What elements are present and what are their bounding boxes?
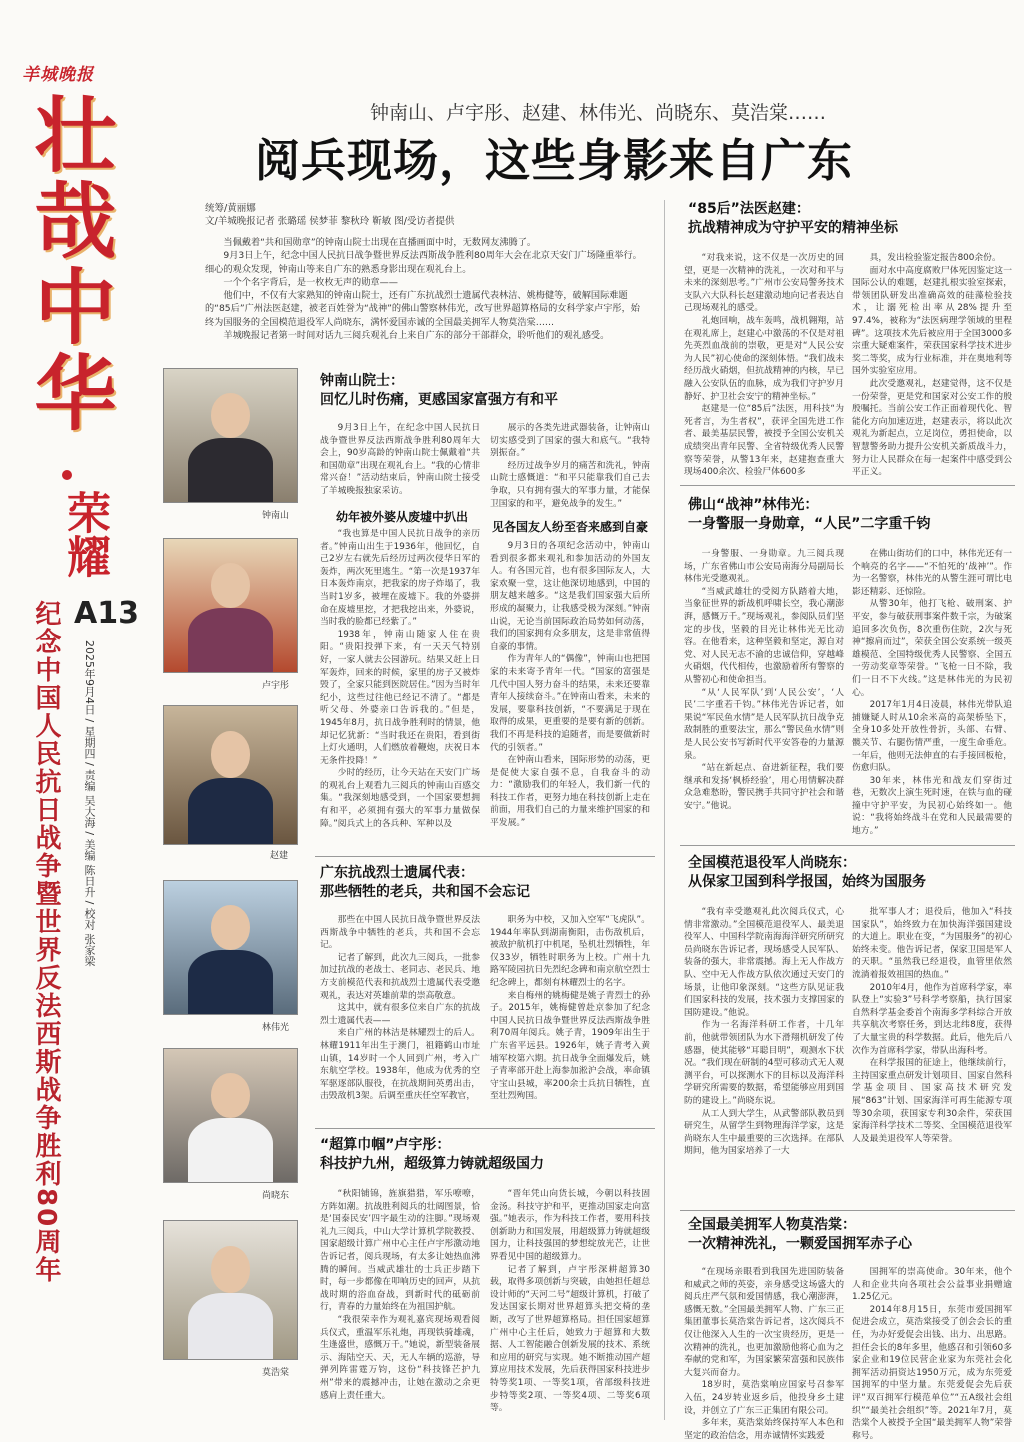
article-paragraph: “从‘人民军队’到‘人民公安’，‘人民’二字重若千钧。”林伟光告诉记者，如果说“军民鱼水情”是人民军队抗日战争克敌制胜的重要法宝，那么“警民鱼水情”则是人民公安书写新时代平安答卷的力量源泉。 [684, 687, 844, 761]
article-column [490, 914, 650, 1124]
section-divider [680, 1210, 1015, 1211]
subheading: 幼年被外婆从废墟中扒出 [336, 510, 469, 524]
title-dot [62, 470, 72, 480]
article-paragraph: “在现场亲眼看到我国先进国防装备和威武之师的英姿，亲身感受这场盛大的阅兵庄严气氛和爱国情感，我心潮澎湃，感慨无数。”全国最美拥军人物、广东三正集团董事长莫浩棠告诉记者，这次阅兵不仅让他深入人生的一次宝贵经历，更是一次精神的洗礼，也更加激励他将心血为之奉献的党和军，为国家繁荣富强和民族伟大复兴而奋力。 [684, 1267, 844, 1378]
byline-line: 文/羊城晚报记者 张璐瑶 侯梦菲 黎秋玲 靳敏 图/受访者提供 [205, 216, 455, 227]
intro-paragraph: 9月3日上午，纪念中国人民抗日战争暨世界反法西斯战争胜利80周年大会在北京天安门广场隆重举行。细心的观众发现，钟南山等来自广东的熟悉身影出现在观礼台上。 [205, 250, 642, 275]
article-column [684, 548, 844, 838]
article-paragraph: 具，发出检验鉴定报告800余份。 [869, 253, 1001, 263]
photo-zhong [163, 368, 298, 503]
section-title-line: 佛山“战神”林伟光： [688, 497, 819, 513]
article-paragraph: 9月3日的各项纪念活动中，钟南山看到很多都来观礼和参加活动的外国友人。有各国元首，也有很多国际友人，大家欢聚一堂，这让他深切地感到，中国的朋友越来越多。“这是我们国家强大后所形成的凝聚力，让我感受极为深刻。”钟南山说，无论当前国际政治局势如何动荡，我们的国家拥有众多朋友，这是非常值得自豪的事情。 [490, 541, 650, 652]
article-paragraph: “我也算是中国人民抗日战争的亲历者。”钟南山出生于1936年，他回忆，自己2岁左右就先后经历过两次侵华日军的轰炸，两次死里逃生。“第一次是1937年日本轰炸南京，把我家的房子炸塌了，我当时1岁多，被埋在废墟下。我的外婆拼命在废墟里挖，才把我挖出来，外婆说，当时我的脸都已经紫了。” [320, 529, 480, 628]
article-paragraph: 经历过战争岁月的痛苦和洗礼，钟南山院士感慨道：“和平只能靠我们自己去争取，只有拥有强大的军事力量，才能保卫国家的和平，避免战争的发生。” [490, 460, 650, 509]
article-column [684, 1266, 844, 1441]
portrait-face [211, 393, 251, 438]
section-divider [680, 485, 1015, 486]
article-paragraph: 从警30年，他打飞枪、破刑案、护平安，参与破获刑事案件数千宗，为破案追回多次负伤，8次重伤住院，2次与死神“擦肩而过”，荣获全国公安系统一级英雄模范、全国特级优秀人民警察、全国五一劳动奖章等荣誉。“飞枪一日不除，我们一日不下火线。”这是林伟光的为民初心。 [852, 599, 1012, 698]
section-divider [680, 845, 1015, 846]
photo-caption: 赵建 [270, 851, 289, 861]
article-column [852, 548, 1012, 838]
article-column [320, 528, 480, 848]
article-column [320, 422, 480, 508]
photo-lin [163, 880, 298, 1015]
article-paragraph: 在佛山街坊们的口中，林伟光还有一个响亮的名字——“不怕死的‘战神’”。作为一名警察，林伟光的从警生涯可谓比电影还精彩、还惊险。 [852, 549, 1012, 597]
article-paragraph: 一身警服、一身勋章。九三阅兵现场，广东省佛山市公安局南海分局副局长林伟光受邀观礼。 [684, 549, 844, 585]
section-title-line: 广东抗战烈士遗属代表： [320, 865, 474, 881]
article-paragraph: 那些在中国人民抗日战争暨世界反法西斯战争中牺牲的老兵，共和国不会忘记。 [320, 915, 480, 951]
article-paragraph: 作为青年人的“偶像”，钟南山也把国家的未来寄予青年一代。“国家的富强是几代中国人努力奋斗的结果，未来还要靠青年人接续奋斗。”在钟南山看来，未来的发展，要靠科技创新，“不要满足于现在取得的成果，更重要的是要有新的创新。我们不再是科技的追随者，而是要做新时代的引领者。” [490, 654, 650, 753]
section-title-martyr [320, 864, 530, 902]
subheading: 见各国友人纷至沓来感到自豪 [492, 520, 649, 534]
portrait-face [211, 731, 251, 778]
article-paragraph: 9月3日上午，在纪念中国人民抗日战争暨世界反法西斯战争胜利80周年大会上，90岁高龄的钟南山院士佩戴着“共和国勋章”出现在观礼台上。“我的心情非常兴奋！”活动结束后，钟南山院士接受了羊城晚报独家采访。 [320, 423, 480, 496]
vertical-main-title: 壮哉中华 [21, 92, 116, 436]
photo-mo [163, 1220, 298, 1360]
article-paragraph: 来自广州的林洁是林耀烈士的后人。林耀1911年出生于澳门，祖籍鹤山市址山镇，14岁时一个人回到广州，考入广东航空学校。1938年，他成为优秀的空军驱逐部队服役，在抗战期间英勇出击，击毁敌机3架。后调至重庆任空军教官， [320, 1028, 480, 1102]
photo-caption: 钟南山 [262, 511, 290, 521]
article-column [490, 422, 650, 514]
article-paragraph: “晋年凭山向货长城，今朝以科技固金汤。科技守护和平，更推动国家走向富强。”她表示，作为科技工作者，要用科技创新助力和国发展，用超级算力铸就超级国力，让科技强国的梦想绽放光芒，让世界看见中国的超级算力。 [490, 1189, 650, 1262]
portrait-body [188, 438, 273, 502]
article-paragraph: 赵建是一位“85后”法医，用科技“为死者言，为生者权”，获评全国先进工作者、最美基层民警，被授予全国公安机关成绩突出青年民警、全省特级优秀人民警察等荣誉，从警13年来，赵建抱查重大现场400余次、检验尸体600多 [684, 404, 844, 478]
article-paragraph: 展示的各类先进武器装备，让钟南山切实感受到了国家的强大和底气。“我特别振奋。” [490, 423, 650, 459]
intro [205, 236, 645, 342]
article-paragraph: 国拥军的崇高使命。30年来，他个人和企业共向各项社会公益事业捐赠逾1.25亿元。 [852, 1267, 1012, 1303]
article-column [684, 906, 844, 1204]
photo-caption: 卢宇彤 [262, 681, 290, 691]
photo-caption: 尚晓东 [262, 1191, 290, 1201]
article-paragraph: 30年来，林伟光和战友们穿街过巷，无数次上演生死时速，在铁与血的碰撞中守护平安，为民初心始终如一。他说：“我将始终战斗在党和人民最需要的地方。” [852, 775, 1012, 837]
photo-shang [163, 1048, 298, 1183]
section-title-line: 全国模范退役军人尚晓东： [688, 855, 856, 871]
section-title-lin [688, 496, 930, 534]
article-paragraph: 少时的经历，让今天站在天安门广场的观礼台上观看九三阅兵的钟南山百感交集。“我深刻地感受到，一个国家要想拥有和平，必须拥有强大的军事力量做保障。”阅兵式上的各兵种、军种以及 [320, 768, 480, 829]
vertical-title [18, 92, 118, 487]
section-divider [315, 856, 655, 857]
section-title-lu [320, 1136, 544, 1174]
masthead-logo: 羊城晚报 [22, 65, 94, 85]
article-paragraph: 1938年，钟南山随家人住在贵阳。“贵阳投弹下来，有一天天气特别好，一家人就去公园游玩。结果又赶上日军轰炸，回来的时候，家里的房子又被炸毁了，全家只能到医院居住。”因为当时年纪小，这些过往他已经记不清了。“都是听父母、外婆亲口告诉我的。”但是，1945年8月，抗日战争胜利时的情景，他却记忆犹新：“当时我还在贵阳，看到街上灯火通明，人们燃放着鞭炮，庆祝日本无条件投降！” [320, 629, 480, 766]
section-title-line: 钟南山院士： [320, 373, 404, 389]
portrait-face [211, 1073, 251, 1118]
vertical-theme: 纪念中国人民抗日战争暨世界反法西斯战争胜利80周年 [31, 600, 61, 1285]
article-column [684, 252, 844, 477]
article-paragraph: “我有幸受邀观礼此次阅兵仪式，心情非常激动。”全国模范退役军人、最美退役军人、中国科学院南海海洋研究所研究员尚晓东告诉记者，现场感受人民军队、装备的强大，非常震撼。海上无人作战方队、空中无人作战方队依次通过天安门的场景，让他印象深刻。“这些方队见证我们国家科技的发展，技术强力支撑国家的国防建设。”他说。 [684, 907, 844, 1018]
page-number: A13 [74, 596, 139, 631]
section-title-line: 一次精神洗礼，一颗爱国拥军赤子心 [688, 1236, 912, 1252]
article-paragraph: 2017年1月4日凌晨，林伟光带队追捕嫌疑人时从10余米高的高架桥坠下，全身10多处开放性骨折，头部、右臂、髋关节、右腿伤情严重，一度生命垂危。一年后，他则无法伸直的右手接回板枪，伤愈归队。 [852, 700, 1012, 774]
article-column [320, 914, 480, 1124]
portrait-body [188, 778, 273, 844]
photo-zhao [163, 705, 298, 845]
article-paragraph: 面对水中高度腐败尸体死因鉴定这一国际公认的难题，赵建扎根实验室探索，带领团队研发出准确高效的硅藻检验技术，让溺死检出率从28%提升至97.4%，被称为“法医病理学领域的里程碑”。这项技术先后被应用于全国3000多宗重大疑难案件，荣获国家科学技术进步奖二等奖，成为行业标准，并在奥地利等国外实验室应用。 [852, 265, 1012, 377]
section-title-line: 一身警服一身勋章，“人民”二字重千钧 [688, 516, 931, 532]
vertical-subtitle: 荣耀 [59, 490, 110, 578]
article-paragraph: 2014年8月15日，东莞市爱国拥军促进会成立，莫浩棠接受了创会会长的重任，为办好爱促会出钱、出力、出思路。担任会长的8年多里，他感召和引领60多家企业和19位民营企业家为东莞社会化拥军活动捐资达1950万元，成为东莞爱国拥军的中坚力量。东莞爱促会先后获评“双百拥军行模范单位”“五A级社会组织”“最美社会组织”等。2021年7月，莫浩棠个人被授予全国“最美拥军人物”荣誉称号。 [852, 1304, 1012, 1441]
article-paragraph: “站在新起点、奋进新征程，我们要继承和发扬‘枫桥经验’，用心用情解决群众急难愁盼，警民携手共同守护社会和谐安宁。”他说。 [684, 763, 844, 811]
article-paragraph: 这其中，就有很多位来自广东的抗战烈士遗属代表—— [320, 1003, 480, 1026]
section-divider [315, 1128, 655, 1129]
byline-line: 统筹/黄丽娜 [205, 203, 256, 214]
article-column [320, 1188, 480, 1428]
article-column [852, 252, 1012, 477]
article-paragraph: 作为一名海洋科研工作者，十几年前，他就带领团队为水下滑翔机研发了传感器，使其能够“耳聪目明”，观测水下状况。“我们现在研制的4型可移动式无人观测平台，可以探测水下的目标以及海洋科学研究所需要的数据，希望能够应用到国防的建设上。”尚晓东说。 [684, 1020, 844, 1106]
section-title-zhong [320, 372, 558, 410]
photo-caption: 莫浩棠 [262, 1368, 290, 1378]
portrait-body [188, 608, 273, 672]
article-column [490, 1188, 650, 1428]
portrait-body [188, 950, 273, 1014]
section-title-line: “85后”法医赵建： [688, 201, 810, 217]
photo-caption: 林伟光 [262, 1023, 290, 1033]
portrait-body [188, 1293, 273, 1359]
article-paragraph: “我很荣幸作为观礼嘉宾现场观看阅兵仪式，重温军乐礼炮，再现铁骑雄魂，生逢盛世，感慨万千。”她说，新型装备展示、海陆空天、天，无人车辆的巡游，导弹列阵雷霆万钧，这份“科技锋芒护九州”带来的震撼冲击，让她在激动之余更感肩上责任重大。 [320, 1314, 480, 1401]
portrait-face [211, 1246, 251, 1293]
article-paragraph: “秋阳铺锦，旌旗猎猎，军乐嘹嘹，方阵如潮。抗战胜利阅兵的壮阔图景，恰是‘国泰民安’四字最生动的注脚。”现场观礼九三阅兵，中山大学计算机学院教授、国家超级计算广州中心主任卢宇彤激动地告诉记者，阅兵现场，有太多让她热血沸腾的瞬间。当威武雄壮的士兵正步踏下时，每一步都像在叩响历史的回声，从抗战时期的浴血奋战，到新时代的砥砺前行，青春的力量始终在为祖国护航。 [320, 1189, 480, 1313]
deck: 钟南山、卢宇彤、赵建、林伟光、尚晓东、莫浩棠…… [370, 102, 827, 124]
article-paragraph: 多年来，莫浩棠始终保持军人本色和坚定的政治信念，用赤诚情怀实践爱 [684, 1418, 844, 1441]
intro-paragraph: 当佩戴着“共和国勋章”的钟南山院士出现在直播画面中时，无数网友沸腾了。 [223, 237, 537, 248]
article-column [852, 1266, 1012, 1441]
page-meta: 2025年9月4日 / 星期四 / 责编 吴大海 / 美编 陈日升 / 校对 张家梁 [83, 640, 96, 967]
section-title-line: “超算巾帼”卢宇彤： [320, 1137, 451, 1153]
article-column [852, 906, 1012, 1204]
article-paragraph: 此次受邀观礼，赵建觉得，这不仅是一份荣誉，更是党和国家对公安工作的殷殷嘱托。当前公安工作正面着现代化、智能化方向加速迈进，赵建表示，将以此次观礼为新起点，立足岗位，勇担使命，以智慧警务助力提升公安机关新质战斗力，努力让人民群众在每一起案件中感受到公平正义。 [852, 378, 1012, 478]
section-title-mo [688, 1216, 912, 1254]
portrait-face [211, 563, 251, 608]
column-divider [664, 200, 665, 1420]
article-paragraph: 记者了解到，此次九三阅兵，一批参加过抗战的老战士、老同志、老民兵、地方支前模范代表和抗战烈士遗属代表受邀观礼，表达对英雄前辈的崇高敬意。 [320, 952, 480, 1001]
article-paragraph: “对我来说，这不仅是一次历史的回望，更是一次精神的洗礼，一次对和平与未来的深刻思考。”广州市公安局警务技术支队六大队科长赵建激动地向记者表达自己现场观礼的感受。 [684, 253, 844, 314]
article-paragraph: 在钟南山看来，国际形势的动荡，更是促使大家自强不息，自我奋斗的动力：“激励我们的年轻人，我们新一代的科技工作者，更努力地在科技创新上走在前面，用我们自己的力量来维护国家的和平发展。” [490, 755, 650, 829]
section-title-zhao [688, 200, 898, 238]
byline [205, 202, 455, 228]
article-paragraph: “当威武雄壮的受阅方队踏着大地，当象征世界的新战机呼啸长空，我心潮澎湃，感慨万千。”现场观礼，参阅队员们坚定的步伐，坚毅的目光让林伟光无比动容。在他看来，这种坚毅和坚定，源自对党、对人民无志不渝的忠诚信仰，穿越峰火硝烟，代代相传，也激励着所有警察的从警初心和使命担当。 [684, 586, 844, 685]
section-title-line: 那些牺牲的老兵，共和国不会忘记 [320, 884, 530, 900]
headline: 阅兵现场，这些身影来自广东 [255, 134, 854, 187]
intro-paragraph: 羊城晚报记者第一时间对话九三阅兵观礼台上来自广东的部分干部群众，聆听他们的观礼感受。 [223, 330, 610, 342]
section-title-line: 回忆儿时伤痛，更感国家富强方有和平 [320, 392, 558, 408]
article-paragraph: 18岁时，莫浩棠响应国家号召参军入伍，24岁转业返乡后，他投身乡土建设，并创立了广东三正集团有限公司。 [684, 1380, 844, 1416]
section-title-line: 科技护九州，超级算力铸就超级国力 [320, 1156, 544, 1172]
article-paragraph: 2010年4月，他作为首席科学家，率队登上“实验3”号科学考察船，执行国家自然科学基金委首个南海多学科综合开放共享航次考察任务，到达北纬8度，获得了大量宝贵的科学数据。此后，他先后八次作为首席科学家，带队出海科考。 [852, 982, 1012, 1056]
article-column [490, 540, 650, 848]
portrait-body [188, 1118, 273, 1182]
section-title-line: 全国最美拥军人物莫浩棠： [688, 1217, 856, 1233]
article-paragraph: 从工人到大学生，从武警部队教员到研究生，从留学生到物理海洋学家，这是尚晓东人生中最重要的三次选择。在部队期间，他为国家培养了一大 [684, 1108, 844, 1157]
photo-lu [163, 538, 298, 673]
intro-paragraph: 他们中，不仅有大家熟知的钟南山院士，还有广东抗战烈士遗属代表林洁、姚梅健等，破解国际难题的“85后”广州法医赵建，被老百姓誉为“战神”的佛山警察林伟光，改写世界超算格局的女科学家卢宇彤，始终为国服务的全国模范退役军人尚晓东，满怀爱国赤诚的全国最美拥军人物莫浩棠…… [205, 290, 640, 328]
article-paragraph: 批军事人才；退役后，他加入“科技国家队”，始终致力在加快海洋强国建设的大道上。职业在变，“为国服务”的初心始终未变。他告诉记者，保家卫国是军人的天职。“虽然我已经退役，血管里依然流淌着报效祖国的热血。” [852, 907, 1012, 980]
article-paragraph: 职务为中校，又加入空军“飞虎队”。1944年率队到湖南衡阳，击伤敌机后，被敌护航机打中机尾，坠机壮烈牺牲，年仅33岁，牺牲时职务为上校。广州十九路军陵园抗日先烈纪念碑和南京航空烈士纪念碑上，都刻有林耀烈士的名字。 [490, 915, 650, 988]
article-paragraph: 来自梅州的姚梅健是姚子青烈士的孙子。2015年，姚梅健曾赴京参加了纪念中国人民抗日战争暨世界反法西斯战争胜利70周年阅兵。姚子青，1909年出生于广东省平远县。1926年，姚子青考入黄埔军校第六期。抗日战争全面爆发后，姚子青率部开赴上海参加淞沪会战，率命镇守宝山县城，率200余士兵抗日牺牲，直至壮烈殉国。 [490, 990, 650, 1102]
section-title-line: 从保家卫国到科学报国，始终为国服务 [688, 874, 926, 890]
article-paragraph: 礼炮回响，战车轰鸣，战机翱翔，站在观礼席上，赵建心中激荡的不仅是对祖先英烈血战前的崇敬，更是对“人民公安为人民”初心使命的深刻体悟。“我们战未经历战火硝烟，但抗战精神的内核，早已融入公安队伍的血脉，成为我们守护岁月静好、护卫社会安宁的精神坐标。” [684, 315, 844, 402]
article-paragraph: 记者了解到，卢宇彤深耕超算30载，取得多项创新与突破，由她担任超总设计师的“天河二号”超级计算机，打破了发达国家长期对世界超算头把交椅的垄断，改写了世界超算格局。担任国家超算广州中心主任后，她致力于超算和大数据、人工智能融合创新发展的技术、系统和应用的研究与实现。她不断推动国产超算应用技术发展，先后获得国家科技进步特等奖1项、一等奖1项，省部级科技进步特等奖2项、一等奖4项、二等奖6项等。 [490, 1264, 650, 1414]
portrait-face [211, 905, 251, 950]
section-title-line: 抗战精神成为守护平安的精神坐标 [688, 220, 898, 236]
section-title-shang [688, 854, 926, 892]
intro-paragraph: 一个个名字背后，是一枚枚无声的勋章—— [223, 276, 398, 288]
article-paragraph: 在科学报国的征途上，他继续前行，主持国家重点研发计划项目、国家自然科学基金项目、国家高技术研究发展“863”计划、国家海洋可再生能源专项等30余项，获国家专利30余件，荣获国家海洋科学技术二等奖、全国模范退役军人及最美退役军人等荣誉。 [852, 1058, 1012, 1144]
